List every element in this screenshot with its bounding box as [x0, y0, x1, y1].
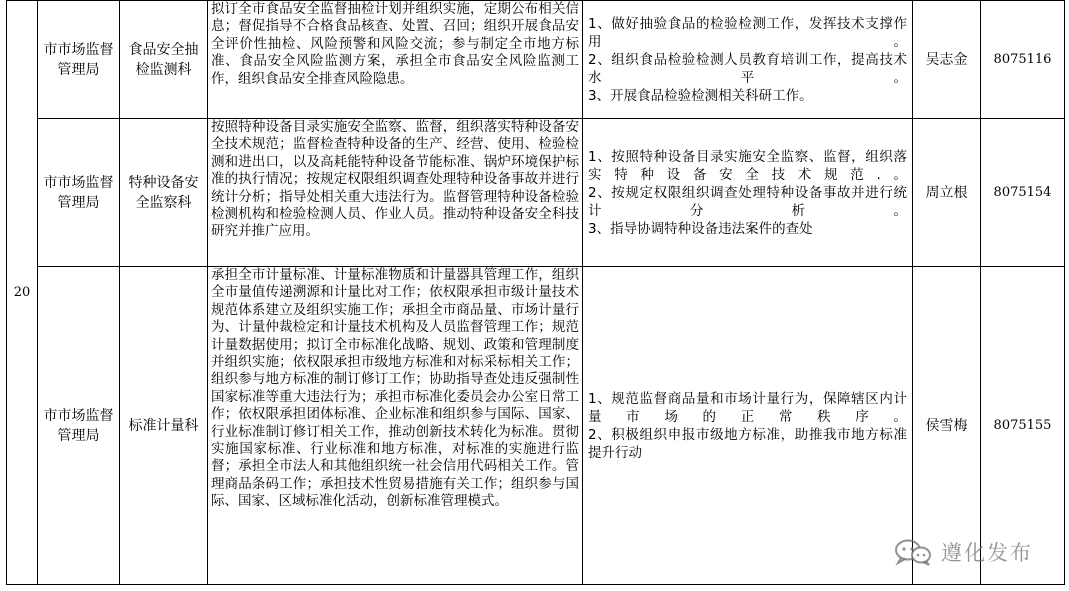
- department-cell: 市市场监督管理局: [38, 1, 120, 119]
- phone-cell: 8075154: [981, 119, 1065, 267]
- phone-cell: 8075155: [981, 267, 1065, 585]
- watermark-text: 遵化发布: [941, 541, 1033, 565]
- duties-cell: 承担全市计量标准、计量标准物质和计量器具管理工作，组织全市量值传递溯源和计量比对工作；依权限承担市级计量技术规范体系建立及组织实施工作；承担全市商品量、市场计量行为、计量仲裁检定和计量技术机构及人员监督管理工作；规范计量数据使用；拟订全市标准化战略、规划、政策和管理制度并组织实施；依权限承担市级地方标准和对标采标相关工作；组织参与地方标准的制订修订工作；协助指导查处违反强制性国家标准等重大违法行为；承担市标准化委员会办公室日常工作；依权限承担团体标准、企业标准和组织参与国际、国家、行业标准制订修订相关工作，推动创新技术转化为标准。贯彻实施国家标准、行业标准和地方标准，对标准的实施进行监督；承担全市法人和其他组织统一社会信用代码相关工作。管理商品条码工作；承担技术性贸易措施有关工作；组织参与国际、国家、区域标准化活动，创新标准管理模式。: [208, 267, 583, 585]
- section-cell: 食品安全抽检监测科: [120, 1, 208, 119]
- focus-item: 3、开展食品检验检测相关科研工作。: [588, 87, 813, 104]
- focus-item: 1、规范监督商品量和市场计量行为，保障辖区内计量市场的正常秩序。: [588, 390, 907, 425]
- contact-person-cell: 吴志金: [913, 1, 981, 119]
- department-cell: 市市场监督管理局: [38, 267, 120, 585]
- table-row: [7, 119, 1065, 267]
- department-cell: 市市场监督管理局: [38, 119, 120, 267]
- watermark: [893, 537, 1033, 567]
- focus-cell: [583, 1, 913, 119]
- responsibility-table-wrapper: [6, 0, 1064, 586]
- focus-item: 3、指导协调特种设备违法案件的查处: [588, 220, 813, 237]
- duties-cell: 按照特种设备目录实施安全监察、监督，组织落实特种设备安全技术规范；监督检查特种设备的生产、经营、使用、检验检测和进出口，以及高耗能特种设备节能标准、锅炉环境保护标准的执行情况；按规定权限组织调查处理特种设备事故并进行统计分析；指导处相关重大违法行为。监督管理特种设备检验检测机构和检验检测人员、作业人员。推动特种设备安全科技研究并推广应用。: [208, 119, 583, 267]
- section-cell: 特种设备安全监察科: [120, 119, 208, 267]
- responsibility-table: [6, 0, 1065, 585]
- focus-cell: [583, 267, 913, 585]
- focus-item: 2、组织食品检验检测人员教育培训工作，提高技术水平。: [588, 51, 907, 86]
- contact-person-cell: 侯雪梅: [913, 267, 981, 585]
- focus-cell: [583, 119, 913, 267]
- contact-person-cell: 周立根: [913, 119, 981, 267]
- phone-cell: 8075116: [981, 1, 1065, 119]
- duties-cell: 拟订全市食品安全监督抽检计划并组织实施，定期公布相关信息；督促指导不合格食品核查、处置、召回；组织开展食品安全评价性抽检、风险预警和风险交流；参与制定全市地方标准、食品安全风险监测方案，承担全市食品安全风险监测工作，组织食品安全排查风险隐患。: [208, 1, 583, 119]
- row-number: 20: [7, 1, 38, 585]
- focus-item: 2、按规定权限组织调查处理特种设备事故并进行统计分析。: [588, 184, 907, 219]
- wechat-icon: [893, 538, 933, 566]
- focus-item: 1、做好抽验食品的检验检测工作，发挥技术支撑作用。: [588, 15, 907, 50]
- section-cell: 标准计量科: [120, 267, 208, 585]
- focus-item: 2、积极组织申报市级地方标准，助推我市地方标准提升行动: [588, 426, 907, 461]
- focus-item: 1、按照特种设备目录实施安全监察、监督，组织落实特种设备安全技术规范.。: [588, 148, 907, 183]
- table-row: [7, 1, 1065, 119]
